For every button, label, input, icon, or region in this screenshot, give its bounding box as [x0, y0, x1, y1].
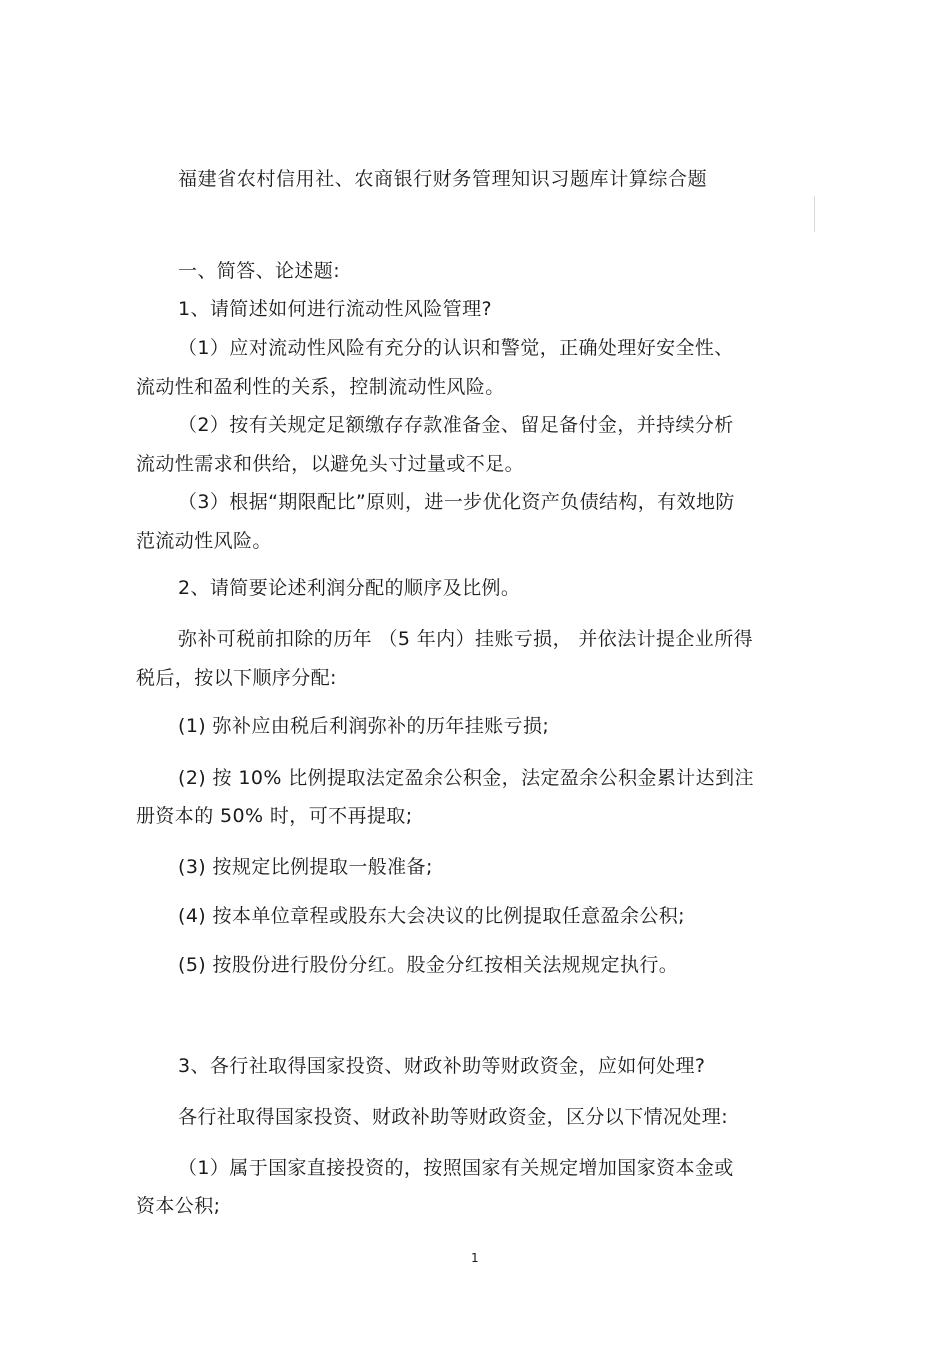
q2-intro-line-1: 弥补可税前扣除的历年 （5 年内）挂账亏损， 并依法计提企业所得	[178, 628, 754, 650]
q1-answer-1-line-1: （1）应对流动性风险有充分的认识和警觉，正确处理好安全性、	[178, 337, 734, 359]
page-number: 1	[471, 1251, 479, 1265]
q1-answer-3-line-1: （3）根据“期限配比”原则，进一步优化资产负债结构，有效地防	[178, 491, 735, 513]
q1-answer-1-line-2: 流动性和盈利性的关系，控制流动性风险。	[136, 376, 505, 398]
q3-intro: 各行社取得国家投资、财政补助等财政资金，区分以下情况处理:	[178, 1106, 729, 1128]
margin-mark	[814, 196, 815, 232]
question-3: 3、各行社取得国家投资、财政补助等财政资金，应如何处理?	[178, 1055, 706, 1077]
q3-answer-1-line-2: 资本公积;	[136, 1195, 221, 1217]
q2-item-5: (5) 按股份进行股份分红。股金分红按相关法规规定执行。	[178, 954, 679, 976]
question-2: 2、请简要论述利润分配的顺序及比例。	[178, 577, 521, 599]
q1-answer-2-line-1: （2）按有关规定足额缴存存款准备金、留足备付金，并持续分析	[178, 414, 734, 436]
q2-intro-line-2: 税后，按以下顺序分配:	[136, 667, 337, 689]
question-1: 1、请简述如何进行流动性风险管理?	[178, 298, 492, 320]
q1-answer-3-line-2: 范流动性风险。	[136, 530, 272, 552]
q3-answer-1-line-1: （1）属于国家直接投资的，按照国家有关规定增加国家资本金或	[178, 1157, 734, 1179]
q2-item-2-line-1: (2) 按 10% 比例提取法定盈余公积金，法定盈余公积金累计达到注	[178, 767, 754, 789]
q2-item-4: (4) 按本单位章程或股东大会决议的比例提取任意盈余公积;	[178, 905, 685, 927]
section-heading: 一、简答、论述题:	[178, 260, 341, 282]
document-title: 福建省农村信用社、农商银行财务管理知识习题库计算综合题	[178, 168, 708, 190]
q2-item-1: (1) 弥补应由税后利润弥补的历年挂账亏损;	[178, 715, 550, 737]
q2-item-2-line-2: 册资本的 50% 时，可不再提取;	[136, 805, 413, 827]
q1-answer-2-line-2: 流动性需求和供给，以避免头寸过量或不足。	[136, 453, 525, 475]
q2-item-3: (3) 按规定比例提取一般准备;	[178, 856, 433, 878]
